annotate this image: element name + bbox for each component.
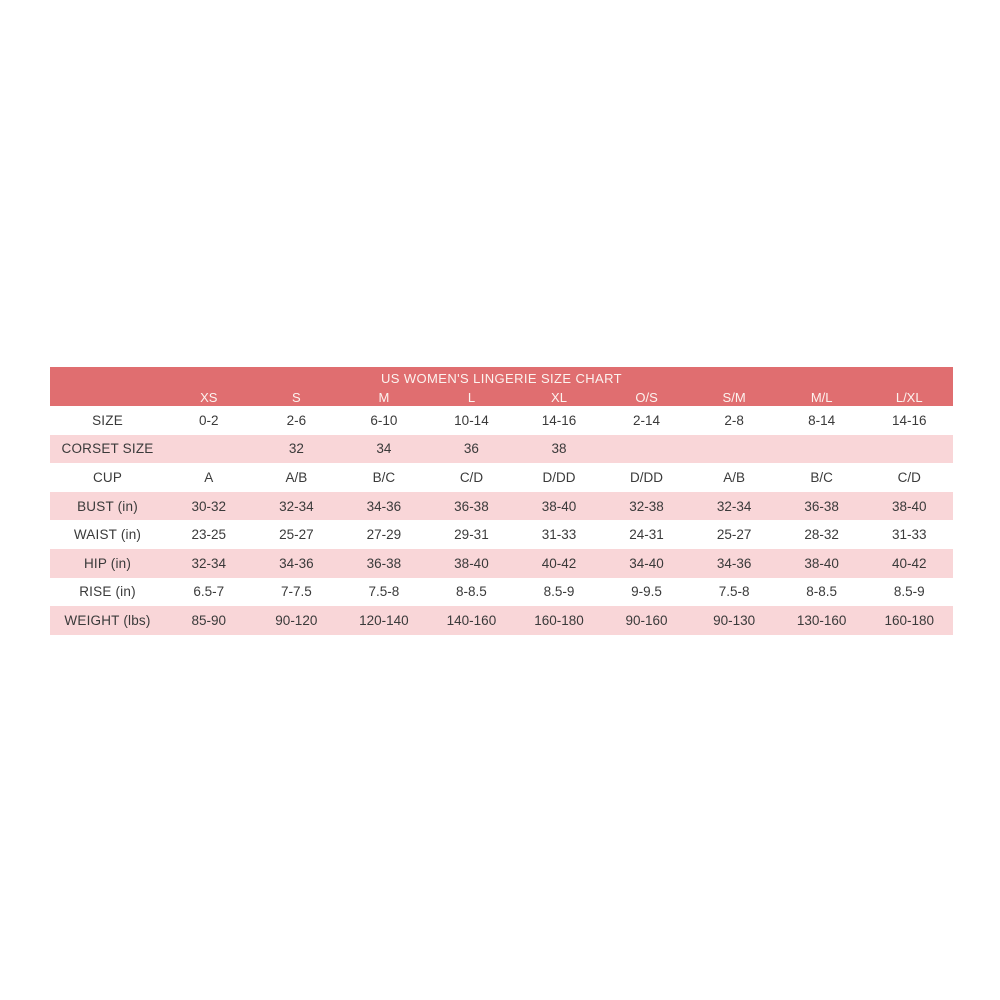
table-cell: 8-14 bbox=[808, 412, 836, 428]
table-cell: 34-36 bbox=[366, 498, 402, 514]
table-row bbox=[50, 406, 953, 435]
chart-title: US WOMEN'S LINGERIE SIZE CHART bbox=[380, 370, 623, 386]
table-cell: 130-160 bbox=[796, 612, 847, 628]
table-cell: 6.5-7 bbox=[193, 584, 225, 600]
table-cell: 32-34 bbox=[279, 498, 314, 514]
table-row bbox=[50, 435, 953, 464]
table-cell: 2-8 bbox=[724, 412, 744, 428]
column-header: L/XL bbox=[895, 390, 923, 405]
table-cell: 90-130 bbox=[713, 612, 756, 628]
table-cell: C/D bbox=[897, 469, 921, 485]
table-cell: 36-38 bbox=[366, 555, 402, 571]
table-cell: 38-40 bbox=[541, 498, 577, 514]
column-header: O/S bbox=[635, 390, 658, 405]
row-label: SIZE bbox=[92, 412, 123, 428]
table-cell: A/B bbox=[285, 469, 308, 485]
table-cell: 27-29 bbox=[366, 527, 402, 543]
table-cell: 32-34 bbox=[716, 498, 752, 514]
table-cell: 28-32 bbox=[804, 527, 839, 543]
table-cell: 2-6 bbox=[286, 412, 307, 428]
table-cell: 14-16 bbox=[541, 412, 577, 428]
table-cell: 120-140 bbox=[359, 612, 409, 628]
table-row bbox=[50, 520, 953, 549]
table-cell: 8-8.5 bbox=[806, 584, 838, 600]
table-cell: 90-120 bbox=[275, 612, 318, 628]
table-cell: 38-40 bbox=[454, 555, 489, 571]
table-cell: 160-180 bbox=[534, 612, 584, 628]
table-cell: 29-31 bbox=[454, 527, 489, 543]
table-cell: 36 bbox=[463, 441, 479, 457]
table-cell: D/DD bbox=[630, 469, 664, 485]
column-header: S/M bbox=[722, 390, 746, 405]
column-header-row bbox=[50, 389, 953, 406]
table-cell: 14-16 bbox=[891, 412, 927, 428]
row-label: RISE (in) bbox=[79, 584, 136, 600]
row-label: WEIGHT (lbs) bbox=[64, 612, 151, 628]
table-cell: 31-33 bbox=[541, 527, 577, 543]
table-cell: C/D bbox=[459, 469, 484, 485]
table-cell: 85-90 bbox=[191, 612, 227, 628]
table-cell: A/B bbox=[723, 469, 745, 485]
column-header: M/L bbox=[810, 390, 833, 405]
table-cell: 30-32 bbox=[191, 498, 227, 514]
row-label: HIP (in) bbox=[83, 555, 132, 571]
table-cell: 38 bbox=[551, 441, 567, 457]
table-row bbox=[50, 463, 953, 492]
table-cell: 31-33 bbox=[891, 527, 927, 543]
column-header: XL bbox=[551, 390, 567, 405]
table-cell: 23-25 bbox=[191, 527, 227, 543]
table-cell: 32-38 bbox=[629, 498, 664, 514]
table-cell: 10-14 bbox=[454, 412, 489, 428]
table-cell: 90-160 bbox=[625, 612, 668, 628]
table-cell: 32-34 bbox=[191, 555, 227, 571]
table-row bbox=[50, 606, 953, 635]
table-cell: 34-36 bbox=[716, 555, 752, 571]
table-cell: D/DD bbox=[542, 469, 576, 485]
table-cell: 8.5-9 bbox=[543, 584, 575, 600]
table-cell: 32 bbox=[288, 441, 304, 457]
table-cell: 2-14 bbox=[633, 412, 661, 428]
table-cell: 25-27 bbox=[279, 527, 314, 543]
table-cell: 34-40 bbox=[629, 555, 664, 571]
row-label: BUST (in) bbox=[77, 498, 138, 514]
table-cell: 40-42 bbox=[541, 555, 577, 571]
row-label: CORSET SIZE bbox=[61, 441, 154, 457]
table-body bbox=[50, 406, 953, 635]
table-row bbox=[50, 492, 953, 521]
table-cell: 7.5-8 bbox=[718, 584, 750, 600]
column-header: S bbox=[291, 390, 301, 405]
table-cell: 34-36 bbox=[279, 555, 314, 571]
size-chart-table bbox=[50, 367, 953, 635]
table-cell: 0-2 bbox=[199, 412, 219, 428]
table-cell: 24-31 bbox=[629, 527, 664, 543]
table-cell: B/C bbox=[372, 469, 396, 485]
table-cell: 38-40 bbox=[891, 498, 927, 514]
table-cell: 36-38 bbox=[804, 498, 839, 514]
row-label: WAIST (in) bbox=[73, 527, 142, 543]
table-row bbox=[50, 549, 953, 578]
table-cell: 6-10 bbox=[370, 412, 398, 428]
table-row bbox=[50, 578, 953, 607]
table-cell: 8-8.5 bbox=[456, 584, 487, 600]
table-cell: 9-9.5 bbox=[631, 584, 662, 600]
table-cell: 34 bbox=[376, 441, 392, 457]
table-cell: 8.5-9 bbox=[893, 584, 925, 600]
table-cell: 7-7.5 bbox=[280, 584, 312, 600]
table-cell: 40-42 bbox=[891, 555, 927, 571]
table-cell: 160-180 bbox=[884, 612, 934, 628]
column-header: XS bbox=[200, 390, 218, 405]
table-cell: 36-38 bbox=[454, 498, 489, 514]
table-cell: 7.5-8 bbox=[368, 584, 400, 600]
table-header bbox=[50, 367, 953, 406]
column-header: L bbox=[467, 390, 476, 405]
table-cell: 140-160 bbox=[446, 612, 497, 628]
table-cell: 38-40 bbox=[804, 555, 839, 571]
table-cell: B/C bbox=[810, 469, 833, 485]
row-label: CUP bbox=[92, 469, 123, 485]
column-header: M bbox=[378, 390, 390, 405]
table-cell: 25-27 bbox=[716, 527, 752, 543]
table-cell: A bbox=[204, 469, 214, 485]
